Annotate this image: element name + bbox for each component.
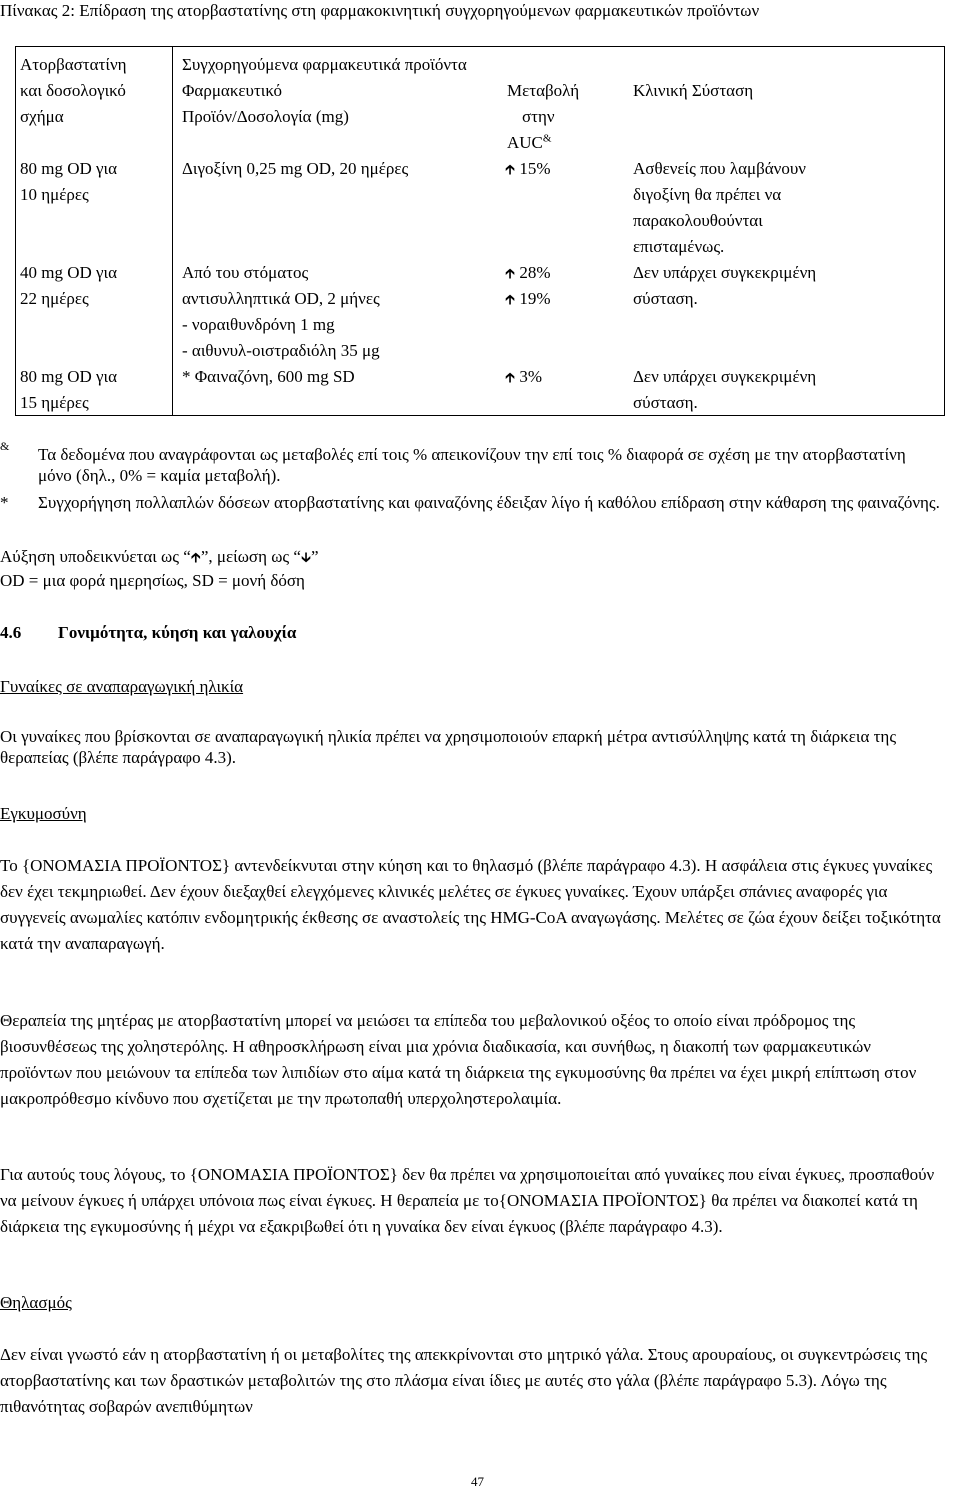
footnote-text: Συγχορήγηση πολλαπλών δόσεων ατορβαστατίνης και φαιναζόνης έδειξαν λίγο ή καθόλου επίδραση στην κάθαρση της φαιναζόνης. (38, 493, 940, 512)
footnote-text: Τα δεδομένα που αναγράφονται ως μεταβολές επί τοις % απεικονίζουν την επί τοις % διαφορά σε σχέση με την ατορβαστατίνη μόνο (δηλ., 0% = καμία μεταβολή). (38, 445, 906, 485)
arrow-up-icon: 🡱 (190, 550, 201, 566)
paragraph-reproductive: Οι γυναίκες που βρίσκονται σε αναπαραγωγική ηλικία πρέπει να χρησιμοποιούν επαρκή μέτρα αντισύλληψης κατά τη διάρκεια της θεραπείας (βλέπε παράγραφο 4.3). (0, 727, 897, 767)
table-border-left (15, 46, 16, 415)
table-border-bottom (15, 415, 945, 416)
subsection-heading-pregnancy: Εγκυμοσύνη (0, 804, 87, 823)
footnote-mark: * (0, 493, 9, 512)
table-caption: Πίνακας 2: Επίδραση της ατορβαστατίνης στη φαρμακοκινητική συγχορηγούμενων φαρμακευτικών προϊόντων (0, 1, 760, 20)
paragraph-breastfeeding: Δεν είναι γνωστό εάν η ατορβαστατίνη ή οι μεταβολίτες της απεκκρίνονται στο μητρικό γάλα. Στους αρουραίους, οι συγκεντρώσεις της ατορβαστατίνης και των δραστικών μεταβολιτών της στο πλάσμα είναι ίδιες με αυτές στο γάλα (βλέπε παράγραφο 5.3). Λόγω της πιθανότητας σοβαρών ανεπιθύμητων (0, 1345, 928, 1416)
table-divider-1 (172, 46, 173, 415)
arrow-down-icon: 🡳 (300, 550, 311, 566)
arrow-legend: Αύξηση υποδεικνύεται ως “🡱”, μείωση ως “🡳” (0, 547, 319, 566)
arrow-up-icon: 🡱 (505, 370, 516, 386)
arrow-up-icon: 🡱 (505, 162, 516, 178)
paragraph-pregnancy-2: Θεραπεία της μητέρας με ατορβαστατίνη μπορεί να μειώσει τα επίπεδα του μεβαλονικού οξέος το οποίο είναι πρόδρομος της βιοσυνθέσεως της χοληστερόλης. Η αθηροσκλήρωση είναι μια χρόνια διαδικασία, και συνήθως, η διακοπή των φαρμακευτικών προϊόντων που μειώνουν τα επίπεδα των λιπιδίων στο αίμα κατά τη διάρκεια της εγκυμοσύνης θα πρέπει να έχει μικρή επίπτωση στον μακροπρόθεσμο κίνδυνο που σχετίζεται με την πρωτοπαθή υπερχοληστερολαιμία. (0, 1011, 917, 1108)
auc-footnote-mark: & (542, 132, 552, 145)
paragraph-pregnancy-3: Για αυτούς τους λόγους, το {ΟΝΟΜΑΣΙΑ ΠΡΟΪΟΝΤΟΣ} δεν θα πρέπει να χρησιμοποιείται από γυναίκες που είναι έγκυες, προσπαθούν να μείνουν έγκυες ή υπάρχει υπόνοια πως είναι έγκυες. Η θεραπεία με το{ΟΝΟΜΑΣΙΑ ΠΡΟΪΟΝΤΟΣ} θα πρέπει να διακοπεί κατά τη διάρκεια της εγκυμοσύνης ή μέχρι να εξακριβωθεί ότι η γυναίκα δεν είναι έγκυος (βλέπε παράγραφο 4.3). (0, 1165, 935, 1236)
subsection-heading-breastfeeding: Θηλασμός (0, 1293, 72, 1312)
page-number: 47 (471, 1474, 484, 1489)
section-title: Γονιμότητα, κύηση και γαλουχία (58, 623, 297, 642)
table-border-top (15, 46, 945, 47)
arrow-up-icon: 🡱 (505, 292, 516, 308)
abbreviations: OD = μια φορά ημερησίως, SD = μονή δόση (0, 571, 305, 590)
section-heading (0, 622, 296, 643)
table-border-right (944, 46, 945, 415)
subsection-heading-reproductive: Γυναίκες σε αναπαραγωγική ηλικία (0, 677, 244, 696)
section-number: 4.6 (0, 623, 22, 642)
paragraph-pregnancy-1: Το {ΟΝΟΜΑΣΙΑ ΠΡΟΪΟΝΤΟΣ} αντενδείκνυται στην κύηση και το θηλασμό (βλέπε παράγραφο 4.3). Η ασφάλεια στις έγκυες γυναίκες δεν έχει τεκμηριωθεί. Δεν έχουν διεξαχθεί ελεγχόμενες κλινικές μελέτες σε έγκυες γυναίκες. Έχουν υπάρξει σπάνιες αναφορές για συγγενείς ανωμαλίες κατόπιν ενδομητρικής έκθεσης σε αναστολείς της HMG-CoA αναγωγάσης. Μελέτες σε ζώα έχουν δείξει τοξικότητα κατά την αναπαραγωγή. (0, 856, 941, 953)
header-clinical-recommendation: Κλινική Σύσταση (633, 81, 754, 100)
arrow-up-icon: 🡱 (505, 266, 516, 282)
header-coadministered-group: Συγχορηγούμενα φαρμακευτικά προϊόντα (182, 55, 467, 74)
footnote-mark: & (0, 439, 10, 453)
